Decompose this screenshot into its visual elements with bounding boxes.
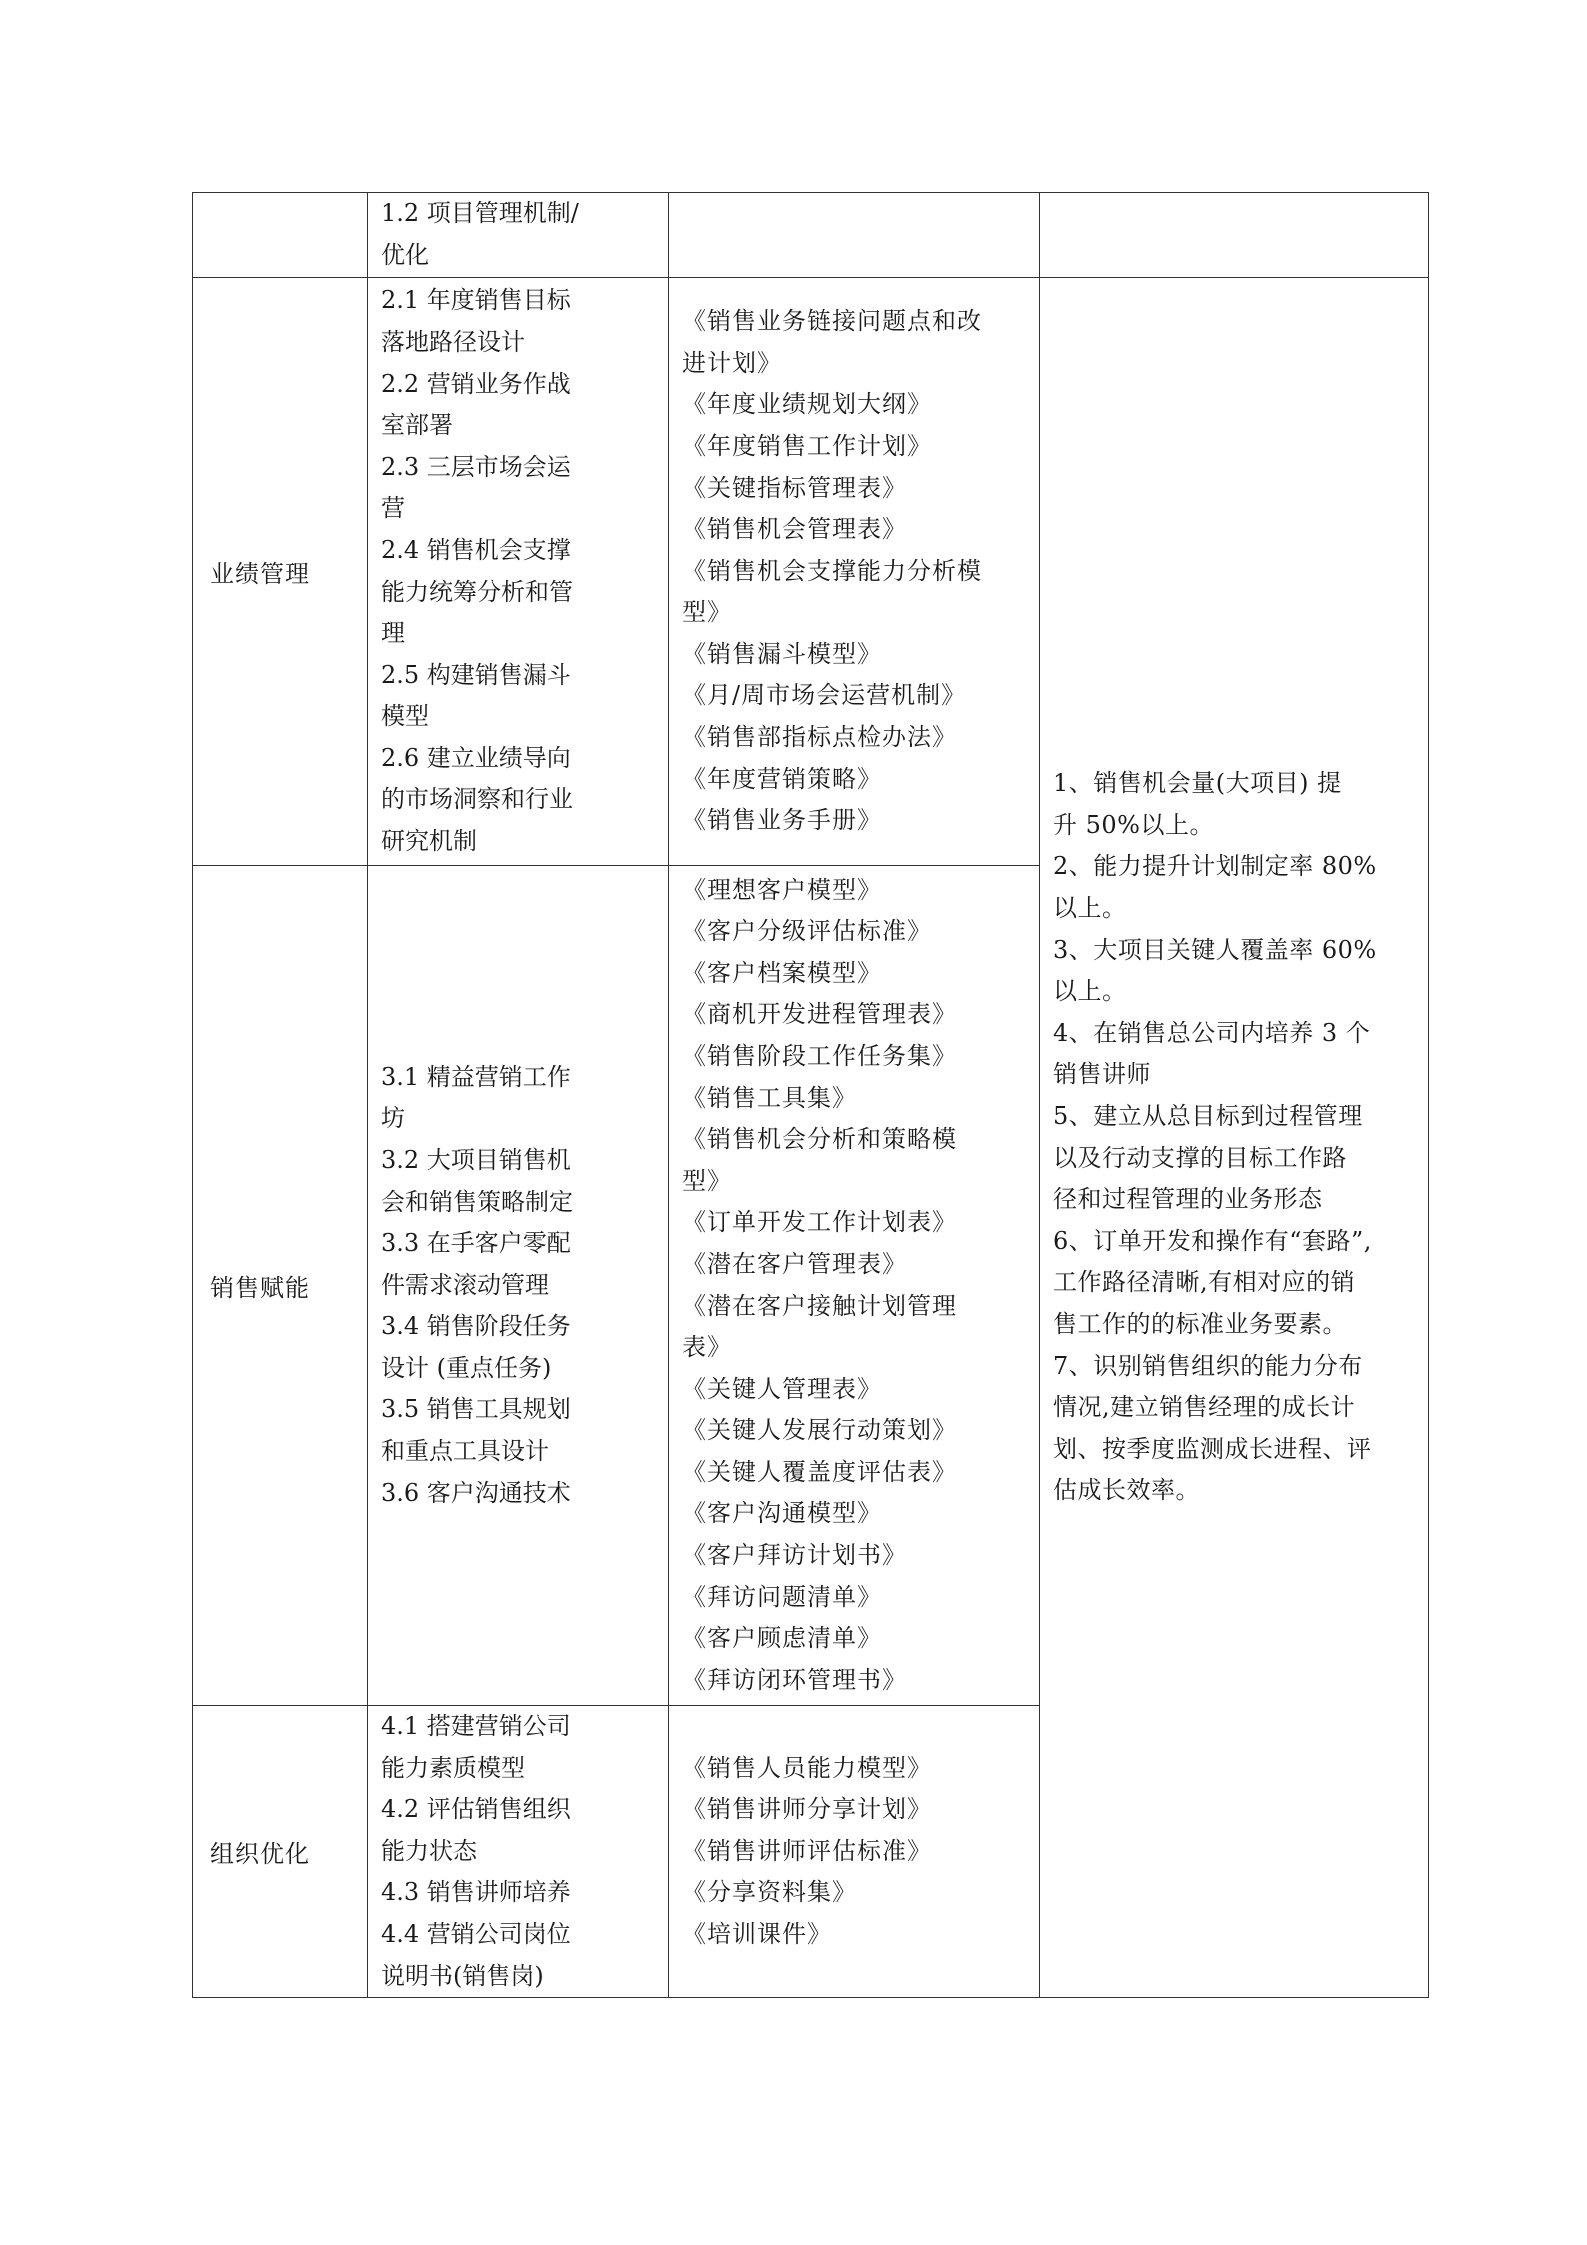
deliverable-line: 《销售机会分析和策略模 — [682, 1125, 957, 1154]
item-line: 件需求滚动管理 — [381, 1270, 549, 1299]
deliverable-line: 《订单开发工作计划表》 — [682, 1208, 957, 1237]
deliverable-line: 《销售讲师分享计划》 — [682, 1795, 932, 1824]
deliverable-line: 《潜在客户接触计划管理 — [682, 1291, 957, 1320]
outcomes-cell — [1040, 278, 1429, 1998]
outcome-line: 以及行动支撑的目标工作路 — [1053, 1143, 1347, 1172]
item-line: 3.3 在手客户零配 — [381, 1229, 571, 1258]
item-line: 3.4 销售阶段任务 — [381, 1312, 571, 1341]
deliverable-line: 表》 — [682, 1333, 732, 1362]
deliverable-line: 《客户沟通模型》 — [682, 1499, 882, 1528]
outcome-line: 5、建立从总目标到过程管理 — [1053, 1101, 1363, 1130]
item-line: 4.3 销售讲师培养 — [381, 1878, 571, 1907]
deliverable-line: 《拜访问题清单》 — [682, 1582, 882, 1611]
deliverable-line: 《理想客户模型》 — [682, 875, 882, 904]
item-line: 优化 — [381, 241, 429, 269]
outcome-line: 划、按季度监测成长进程、评 — [1053, 1434, 1372, 1463]
item-line: 营 — [381, 494, 405, 523]
category-cell-empty — [193, 193, 368, 278]
deliverable-line: 《年度营销策略》 — [682, 764, 882, 793]
item-line: 理 — [381, 619, 405, 648]
deliverable-line: 《关键人管理表》 — [682, 1374, 882, 1403]
item-line: 3.5 销售工具规划 — [381, 1395, 571, 1424]
item-line: 4.4 营销公司岗位 — [381, 1919, 571, 1948]
outcome-line: 4、在销售总公司内培养 3 个 — [1053, 1018, 1371, 1047]
table-row — [193, 278, 1429, 866]
deliverable-line: 《销售机会管理表》 — [682, 515, 907, 544]
item-line: 说明书(销售岗) — [381, 1961, 544, 1990]
outcome-line: 以上。 — [1053, 977, 1127, 1006]
item-line: 能力素质模型 — [381, 1753, 525, 1782]
item-line: 的市场洞察和行业 — [381, 785, 573, 814]
deliverable-line: 《月/周市场会运营机制》 — [682, 681, 967, 710]
item-line: 2.3 三层市场会运 — [381, 452, 571, 481]
deliverables-cell — [669, 1706, 1040, 1998]
outcome-line: 升 50%以上。 — [1053, 810, 1214, 839]
deliverable-line: 型》 — [682, 598, 732, 627]
deliverable-line: 《销售工具集》 — [682, 1083, 857, 1112]
deliverable-line: 《客户分级评估标准》 — [682, 917, 932, 946]
category-cell: 组织优化 — [193, 1706, 368, 1998]
item-line: 2.4 销售机会支撑 — [381, 535, 571, 564]
deliverable-line: 《客户顾虑清单》 — [682, 1624, 882, 1653]
deliverable-line: 《培训课件》 — [682, 1919, 832, 1948]
outcome-line: 7、识别销售组织的能力分布 — [1053, 1351, 1363, 1380]
deliverable-line: 型》 — [682, 1166, 732, 1195]
item-line: 4.2 评估销售组织 — [381, 1795, 571, 1824]
deliverable-line: 《客户档案模型》 — [682, 958, 882, 987]
deliverable-line: 进计划》 — [682, 348, 782, 377]
deliverable-line: 《销售业务链接问题点和改 — [682, 307, 982, 336]
item-line: 设计 (重点任务) — [381, 1353, 552, 1382]
outcome-line: 3、大项目关键人覆盖率 60% — [1053, 935, 1377, 964]
deliverable-line: 《销售漏斗模型》 — [682, 639, 882, 668]
deliverable-line: 《年度销售工作计划》 — [682, 431, 932, 460]
deliverables-cell — [669, 278, 1040, 866]
outcome-line: 售工作的的标准业务要素。 — [1053, 1309, 1347, 1338]
outcome-line: 6、订单开发和操作有“套路”, — [1053, 1226, 1372, 1255]
item-line: 会和销售策略制定 — [381, 1187, 573, 1216]
outcomes-cell-empty — [1040, 193, 1429, 278]
item-line: 2.5 构建销售漏斗 — [381, 660, 571, 689]
items-cell — [368, 193, 669, 278]
outcome-line: 情况,建立销售经理的成长计 — [1053, 1393, 1356, 1422]
deliverables-cell-empty — [669, 193, 1040, 278]
deliverable-line: 《销售机会支撑能力分析模 — [682, 556, 982, 585]
table-row — [193, 193, 1429, 278]
item-line: 2.6 建立业绩导向 — [381, 743, 571, 772]
outcome-line: 径和过程管理的业务形态 — [1053, 1185, 1323, 1214]
item-line: 能力统筹分析和管 — [381, 577, 573, 606]
deliverable-line: 《年度业绩规划大纲》 — [682, 390, 932, 419]
item-line: 3.6 客户沟通技术 — [381, 1478, 571, 1507]
deliverable-line: 《拜访闭环管理书》 — [682, 1665, 907, 1694]
item-line: 能力状态 — [381, 1836, 477, 1865]
item-line: 2.1 年度销售目标 — [381, 286, 571, 315]
outcome-line: 工作路径清晰,有相对应的销 — [1053, 1268, 1356, 1297]
item-line: 坊 — [381, 1104, 405, 1133]
deliverable-line: 《关键人覆盖度评估表》 — [682, 1457, 957, 1486]
outcome-line: 估成长效率。 — [1053, 1476, 1200, 1505]
deliverable-line: 《潜在客户管理表》 — [682, 1249, 907, 1278]
category-cell: 销售赋能 — [193, 866, 368, 1706]
deliverable-line: 《客户拜访计划书》 — [682, 1541, 907, 1570]
items-cell — [368, 278, 669, 866]
category-cell: 业绩管理 — [193, 278, 368, 866]
deliverable-line: 《关键人发展行动策划》 — [682, 1416, 957, 1445]
item-line: 2.2 营销业务作战 — [381, 369, 571, 398]
item-line: 和重点工具设计 — [381, 1437, 549, 1466]
deliverable-line: 《分享资料集》 — [682, 1878, 857, 1907]
item-line: 研究机制 — [381, 827, 477, 856]
deliverable-line: 《销售业务手册》 — [682, 806, 882, 835]
items-cell — [368, 1706, 669, 1998]
item-line: 模型 — [381, 702, 429, 731]
outcome-line: 销售讲师 — [1053, 1060, 1151, 1089]
item-line: 1.2 项目管理机制/ — [381, 199, 579, 228]
deliverable-line: 《销售部指标点检办法》 — [682, 723, 957, 752]
deliverable-line: 《销售阶段工作任务集》 — [682, 1041, 957, 1070]
outcome-line: 以上。 — [1053, 894, 1127, 923]
deliverable-line: 《关键指标管理表》 — [682, 473, 907, 502]
item-line: 落地路径设计 — [381, 327, 525, 356]
deliverable-line: 《销售讲师评估标准》 — [682, 1836, 932, 1865]
deliverable-line: 《销售人员能力模型》 — [682, 1753, 932, 1782]
item-line: 3.1 精益营销工作 — [381, 1062, 571, 1091]
item-line: 4.1 搭建营销公司 — [381, 1712, 571, 1740]
deliverable-line: 《商机开发进程管理表》 — [682, 1000, 957, 1029]
outcome-line: 1、销售机会量(大项目) 提 — [1053, 769, 1342, 798]
item-line: 3.2 大项目销售机 — [381, 1145, 571, 1174]
plan-table — [192, 192, 1429, 1998]
outcome-line: 2、能力提升计划制定率 80% — [1053, 852, 1377, 881]
item-line: 室部署 — [381, 411, 453, 440]
deliverables-cell — [669, 866, 1040, 1706]
items-cell — [368, 866, 669, 1706]
